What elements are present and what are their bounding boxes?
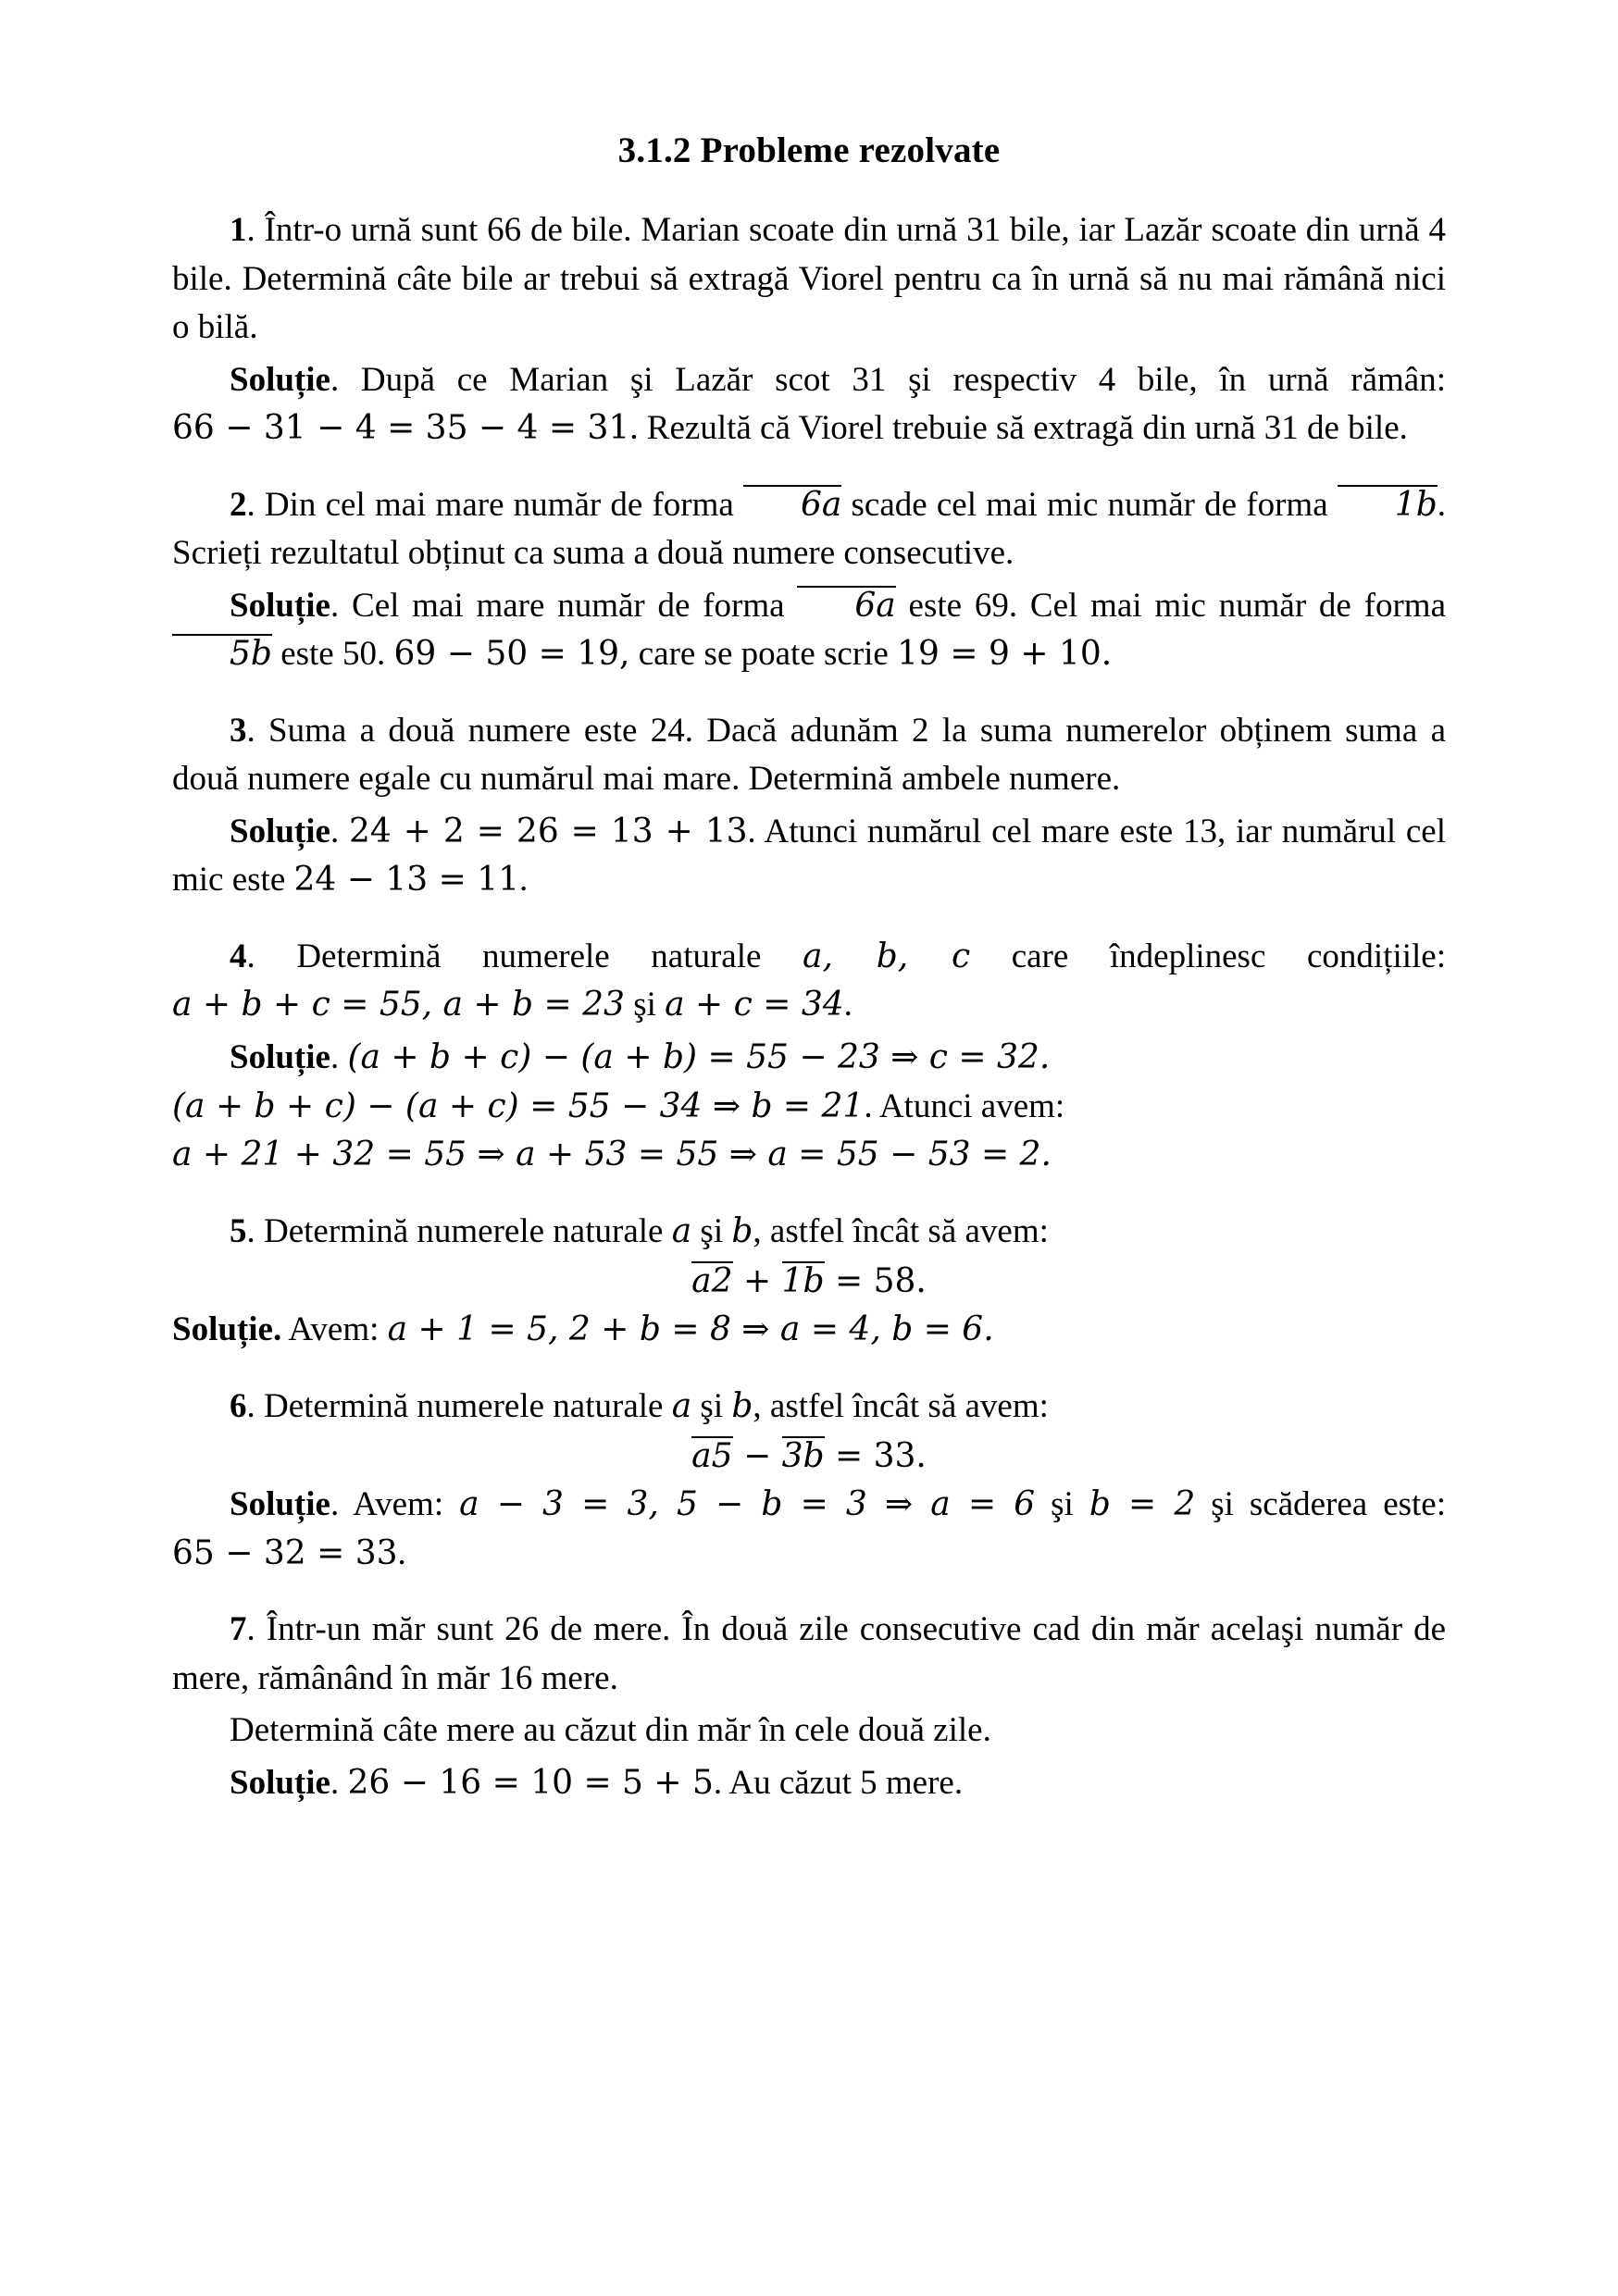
solution-3-math-b: 24 − 13 = 11 — [293, 861, 520, 900]
problem-5-equation-tail: = 58. — [824, 1262, 927, 1301]
solution-5-text-a: Avem: — [281, 1310, 388, 1349]
problem-6-overline-a: a5 — [691, 1437, 733, 1476]
problem-2-text-b: scade cel mai mic număr de forma — [841, 485, 1338, 524]
problem-4-math-b: a + b + c = 55, a + b = 23 — [172, 986, 625, 1024]
solution-4-math-c: a + 21 + 32 = 55 ⇒ a + 53 = 55 ⇒ a = 55 − 53 = 2. — [172, 1136, 1052, 1174]
solution-4-math-a: (a + b + c) − (a + b) = 55 − 23 ⇒ c = 32. — [347, 1037, 1051, 1076]
page-title: 3.1.2 Probleme rezolvate — [617, 130, 1001, 170]
problem-4-math-c: a + c = 34 — [665, 986, 844, 1024]
problem-4-number: 4 — [230, 937, 247, 975]
solution-label-2: Soluție — [230, 586, 330, 625]
solution-6-text-c: şi scăderea este: — [1195, 1485, 1446, 1524]
problem-5-text-a: . Determină numerele naturale — [246, 1211, 672, 1250]
solution-6-text-a: . Avem: — [330, 1485, 460, 1524]
problem-5-operator: + — [732, 1262, 782, 1301]
problem-1-number: 1 — [230, 211, 247, 249]
problem-1-solution — [172, 356, 1446, 453]
problem-6-equation — [172, 1436, 1446, 1475]
solution-2-text-c: este 50. — [271, 635, 394, 674]
solution-2-text-d: care se poate scrie — [629, 635, 898, 674]
problem-2-overline-b: 1b — [1338, 485, 1438, 522]
solution-6-math-b: b = 2 — [1089, 1485, 1196, 1524]
problem-1-text: . Într-o urnă sunt 66 de bile. Marian scoate din urnă 31 bile, iar Lazăr scoate din urnă 4 bile. Determină câte bile ar trebui să extragă Viorel pentru ca în urnă să nu mai rămână nici o bilă. — [172, 211, 1446, 347]
solution-3-text-c: . — [519, 861, 529, 900]
problem-6-statement — [172, 1383, 1446, 1432]
solution-6-text-b: şi — [1035, 1485, 1089, 1524]
problem-4-text-d: . — [843, 986, 853, 1024]
problem-5-overline-b: 1b — [781, 1262, 825, 1301]
solution-label-4: Soluție — [230, 1037, 330, 1076]
solution-label-5: Soluție. — [172, 1310, 282, 1349]
problem-7-solution — [172, 1759, 1446, 1808]
solution-3-math-a: 24 + 2 = 26 = 13 + 13 — [349, 812, 748, 850]
solution-5-math-a: a + 1 = 5, 2 + b = 8 ⇒ a = 4, b = 6. — [387, 1310, 994, 1349]
problem-2-number: 2 — [230, 485, 247, 524]
problem-7-text-2: Determină câte mere au căzut din măr în cele două zile. — [230, 1711, 991, 1750]
solution-4-text-a: . — [330, 1037, 348, 1076]
solution-label-3: Soluție — [230, 812, 330, 850]
problem-5-text-c: , astfel încât să avem: — [753, 1211, 1049, 1250]
problem-4-text-b: care îndeplinesc condițiile: — [970, 937, 1446, 975]
problem-4-solution-line3 — [172, 1131, 1446, 1180]
problem-6-math-a: a — [671, 1386, 692, 1425]
problem-2-text-c: . Scrieți rezultatul obținut ca suma a două numere consecutive. — [172, 485, 1446, 573]
solution-2-math-a: 69 − 50 = 19, — [393, 635, 630, 674]
problem-6-math-b: b — [731, 1386, 753, 1425]
solution-6-math-c: 65 − 32 = 33 — [172, 1533, 398, 1572]
solution-label-1: Soluție — [230, 360, 330, 399]
problem-2-overline-a: 6a — [743, 485, 841, 522]
problem-6-text-b: şi — [691, 1386, 732, 1425]
problem-4-text-a: . Determină numerele naturale — [246, 937, 803, 975]
problem-6-operator: − — [732, 1437, 782, 1476]
problem-2-statement — [172, 481, 1446, 578]
problem-4-math-a: a, b, c — [803, 937, 971, 975]
problem-6-equation-tail: = 33. — [824, 1437, 927, 1476]
solution-2-overline-a: 6a — [797, 586, 895, 623]
problem-5-text-b: şi — [691, 1211, 732, 1250]
solution-7-text-a: . — [330, 1763, 348, 1802]
problem-3-statement — [172, 707, 1446, 804]
problem-5-math-b: b — [731, 1211, 753, 1250]
problem-7-number: 7 — [230, 1610, 247, 1649]
solution-6-text-d: . — [397, 1533, 406, 1572]
problem-7-text: . Într-un măr sunt 26 de mere. În două zile consecutive cad din măr acelaşi număr de mere, rămânând în măr 16 mere. — [172, 1610, 1446, 1697]
solution-4-text-b: . Atunci avem: — [864, 1086, 1065, 1125]
solution-3-text-b: . Atunci numărul cel mare este 13, iar numărul cel mic este — [172, 812, 1447, 900]
problem-6-solution — [172, 1481, 1446, 1578]
solution-1-text-a: . După ce Marian şi Lazăr scot 31 şi respectiv 4 bile, în urnă rămân: — [330, 360, 1446, 399]
problem-4-solution — [172, 1034, 1446, 1083]
problem-3-number: 3 — [230, 711, 247, 750]
problem-3-solution — [172, 808, 1446, 905]
solution-1-text-b: . Rezultă că Viorel trebuie să extragă din urnă 31 de bile. — [629, 409, 1408, 448]
problem-4-statement — [172, 933, 1446, 1030]
solution-2-text-a: . Cel mai mare număr de forma — [330, 586, 798, 625]
problem-5-overline-a: a2 — [691, 1262, 733, 1301]
solution-2-text-b: este 69. Cel mai mic număr de forma — [895, 586, 1446, 625]
problem-5-equation — [172, 1261, 1446, 1300]
problem-6-number: 6 — [230, 1386, 247, 1425]
solution-label-7: Soluție — [230, 1763, 330, 1802]
problem-3-text: . Suma a două numere este 24. Dacă adunăm 2 la suma numerelor obținem suma a două numere egale cu numărul mai mare. Determină ambele numere. — [172, 711, 1446, 799]
solution-4-math-b: (a + b + c) − (a + c) = 55 − 34 ⇒ b = 21 — [172, 1086, 865, 1125]
solution-2-overline-b: 5b — [172, 634, 272, 671]
problem-6-text-c: , astfel încât să avem: — [753, 1386, 1049, 1425]
problem-1-statement — [172, 206, 1446, 353]
problem-5-math-a: a — [671, 1211, 692, 1250]
problem-6-overline-b: 3b — [781, 1437, 825, 1476]
solution-3-text-a: . — [330, 812, 349, 850]
problem-5-number: 5 — [230, 1211, 247, 1250]
solution-2-math-b: 19 = 9 + 10. — [897, 635, 1113, 674]
problem-7-statement-2 — [172, 1706, 1446, 1756]
problem-7-statement — [172, 1606, 1446, 1703]
problem-2-text-a: . Din cel mai mare număr de forma — [246, 485, 743, 524]
problem-5-statement — [172, 1208, 1446, 1257]
solution-label-6: Soluție — [230, 1485, 330, 1524]
problem-5-solution — [172, 1306, 1446, 1355]
problem-6-text-a: . Determină numerele naturale — [246, 1386, 672, 1425]
solution-7-math-a: 26 − 16 = 10 = 5 + 5 — [347, 1763, 714, 1802]
solution-7-text-b: . Au căzut 5 mere. — [713, 1763, 964, 1802]
problem-4-text-c: şi — [624, 986, 666, 1024]
solution-6-math-a: a − 3 = 3, 5 − b = 3 ⇒ a = 6 — [459, 1485, 1036, 1524]
problem-2-solution — [172, 582, 1446, 679]
problem-4-solution-line2 — [172, 1083, 1446, 1132]
solution-1-math-a: 66 − 31 − 4 = 35 − 4 = 31 — [172, 409, 630, 448]
